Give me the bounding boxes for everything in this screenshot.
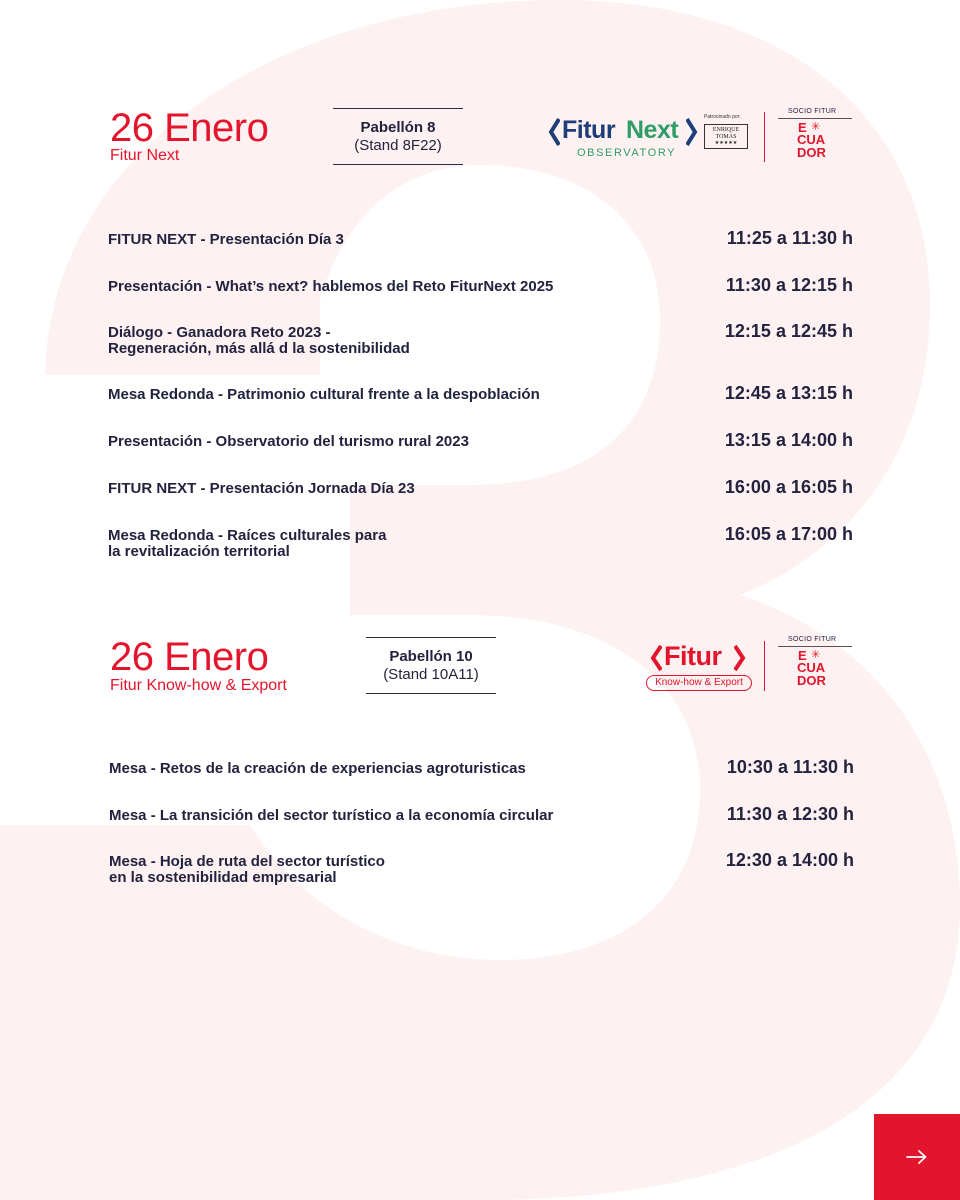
bracket-left-icon xyxy=(650,644,662,672)
partner-star-icon: ✳ xyxy=(811,649,821,661)
agenda-item-time: 16:00 a 16:05 h xyxy=(724,477,853,497)
sponsor-label: Patrocinado por: xyxy=(704,114,741,120)
pavilion-box xyxy=(366,637,496,694)
agenda-item-title: Mesa - Retos de la creación de experiencias agroturisticas xyxy=(109,760,526,777)
sponsor-line1: ENRIQUE xyxy=(712,127,740,133)
agenda-item-title: FITUR NEXT - Presentación Día 3 xyxy=(108,231,344,248)
sponsor-line2: TOMÁS xyxy=(715,134,737,140)
next-slide-button[interactable] xyxy=(874,1114,960,1200)
agenda-item-title: FITUR NEXT - Presentación Jornada Día 23 xyxy=(108,480,415,497)
agenda-item-title: Mesa Redonda - Patrimonio cultural frente a la despoblación xyxy=(108,386,540,403)
agenda-item-title: Diálogo - Ganadora Reto 2023 - Regeneración, más allá d la sostenibilidad xyxy=(108,324,410,357)
ecuador-partner-logo xyxy=(778,636,852,696)
agenda-item-title: Mesa - Hoja de ruta del sector turístico en la sostenibilidad empresarial xyxy=(109,853,385,886)
pavilion-name: Pabellón 8 xyxy=(360,119,436,136)
session-subtitle: Fitur Next xyxy=(110,147,180,164)
agenda-item-time: 10:30 a 11:30 h xyxy=(726,757,854,777)
brand-fitur: Fitur xyxy=(664,641,722,671)
agenda-item-title: Mesa Redonda - Raíces culturales para la revitalización territorial xyxy=(108,527,387,560)
partner-label: SOCIO FITUR xyxy=(788,108,837,115)
brand-next: Next xyxy=(626,116,679,144)
agenda-item-time: 11:30 a 12:30 h xyxy=(726,804,854,824)
logo-divider xyxy=(764,641,765,691)
agenda-item-time: 13:15 a 14:00 h xyxy=(724,430,853,450)
pavilion-name: Pabellón 10 xyxy=(389,648,473,665)
stand-code: (Stand 10A11) xyxy=(383,666,479,683)
partner-label: SOCIO FITUR xyxy=(788,636,837,643)
stand-code: (Stand 8F22) xyxy=(354,137,442,154)
partner-line3: DOR xyxy=(797,673,826,688)
agenda-item-time: 11:30 a 12:15 h xyxy=(725,275,853,295)
partner-line1: E xyxy=(798,120,807,135)
partner-rule xyxy=(778,646,852,647)
agenda-item-time: 12:45 a 13:15 h xyxy=(724,383,853,403)
partner-line2: CUA xyxy=(797,132,826,147)
partner-line2: CUA xyxy=(797,660,826,675)
agenda-item-title: Mesa - La transición del sector turístico a la economía circular xyxy=(109,807,554,824)
arrow-right-icon xyxy=(906,1149,928,1165)
brand-know-how: Know-how & Export xyxy=(646,675,752,691)
sponsor-stars: ★★★★★ xyxy=(714,141,738,146)
brand-observatory: OBSERVATORY xyxy=(577,147,677,159)
partner-line3: DOR xyxy=(797,145,826,160)
agenda-item-time: 11:25 a 11:30 h xyxy=(726,228,853,248)
agenda-item-time: 16:05 a 17:00 h xyxy=(724,524,853,544)
agenda-item-time: 12:30 a 14:00 h xyxy=(725,850,854,870)
agenda-item-title: Presentación - What’s next? hablemos del Reto FiturNext 2025 xyxy=(108,278,554,295)
partner-star-icon: ✳ xyxy=(811,121,821,133)
session-subtitle: Fitur Know-how & Export xyxy=(110,677,287,694)
partner-line1: E xyxy=(798,648,807,663)
session-date: 26 Enero xyxy=(110,635,269,679)
agenda-item-title: Presentación - Observatorio del turismo rural 2023 xyxy=(108,433,469,450)
agenda-item-time: 12:15 a 12:45 h xyxy=(724,321,853,341)
bracket-right-icon xyxy=(734,644,746,672)
session-date: 26 Enero xyxy=(110,106,269,150)
brand-fitur: Fitur xyxy=(562,116,616,144)
fitur-know-how-logo xyxy=(646,641,754,693)
